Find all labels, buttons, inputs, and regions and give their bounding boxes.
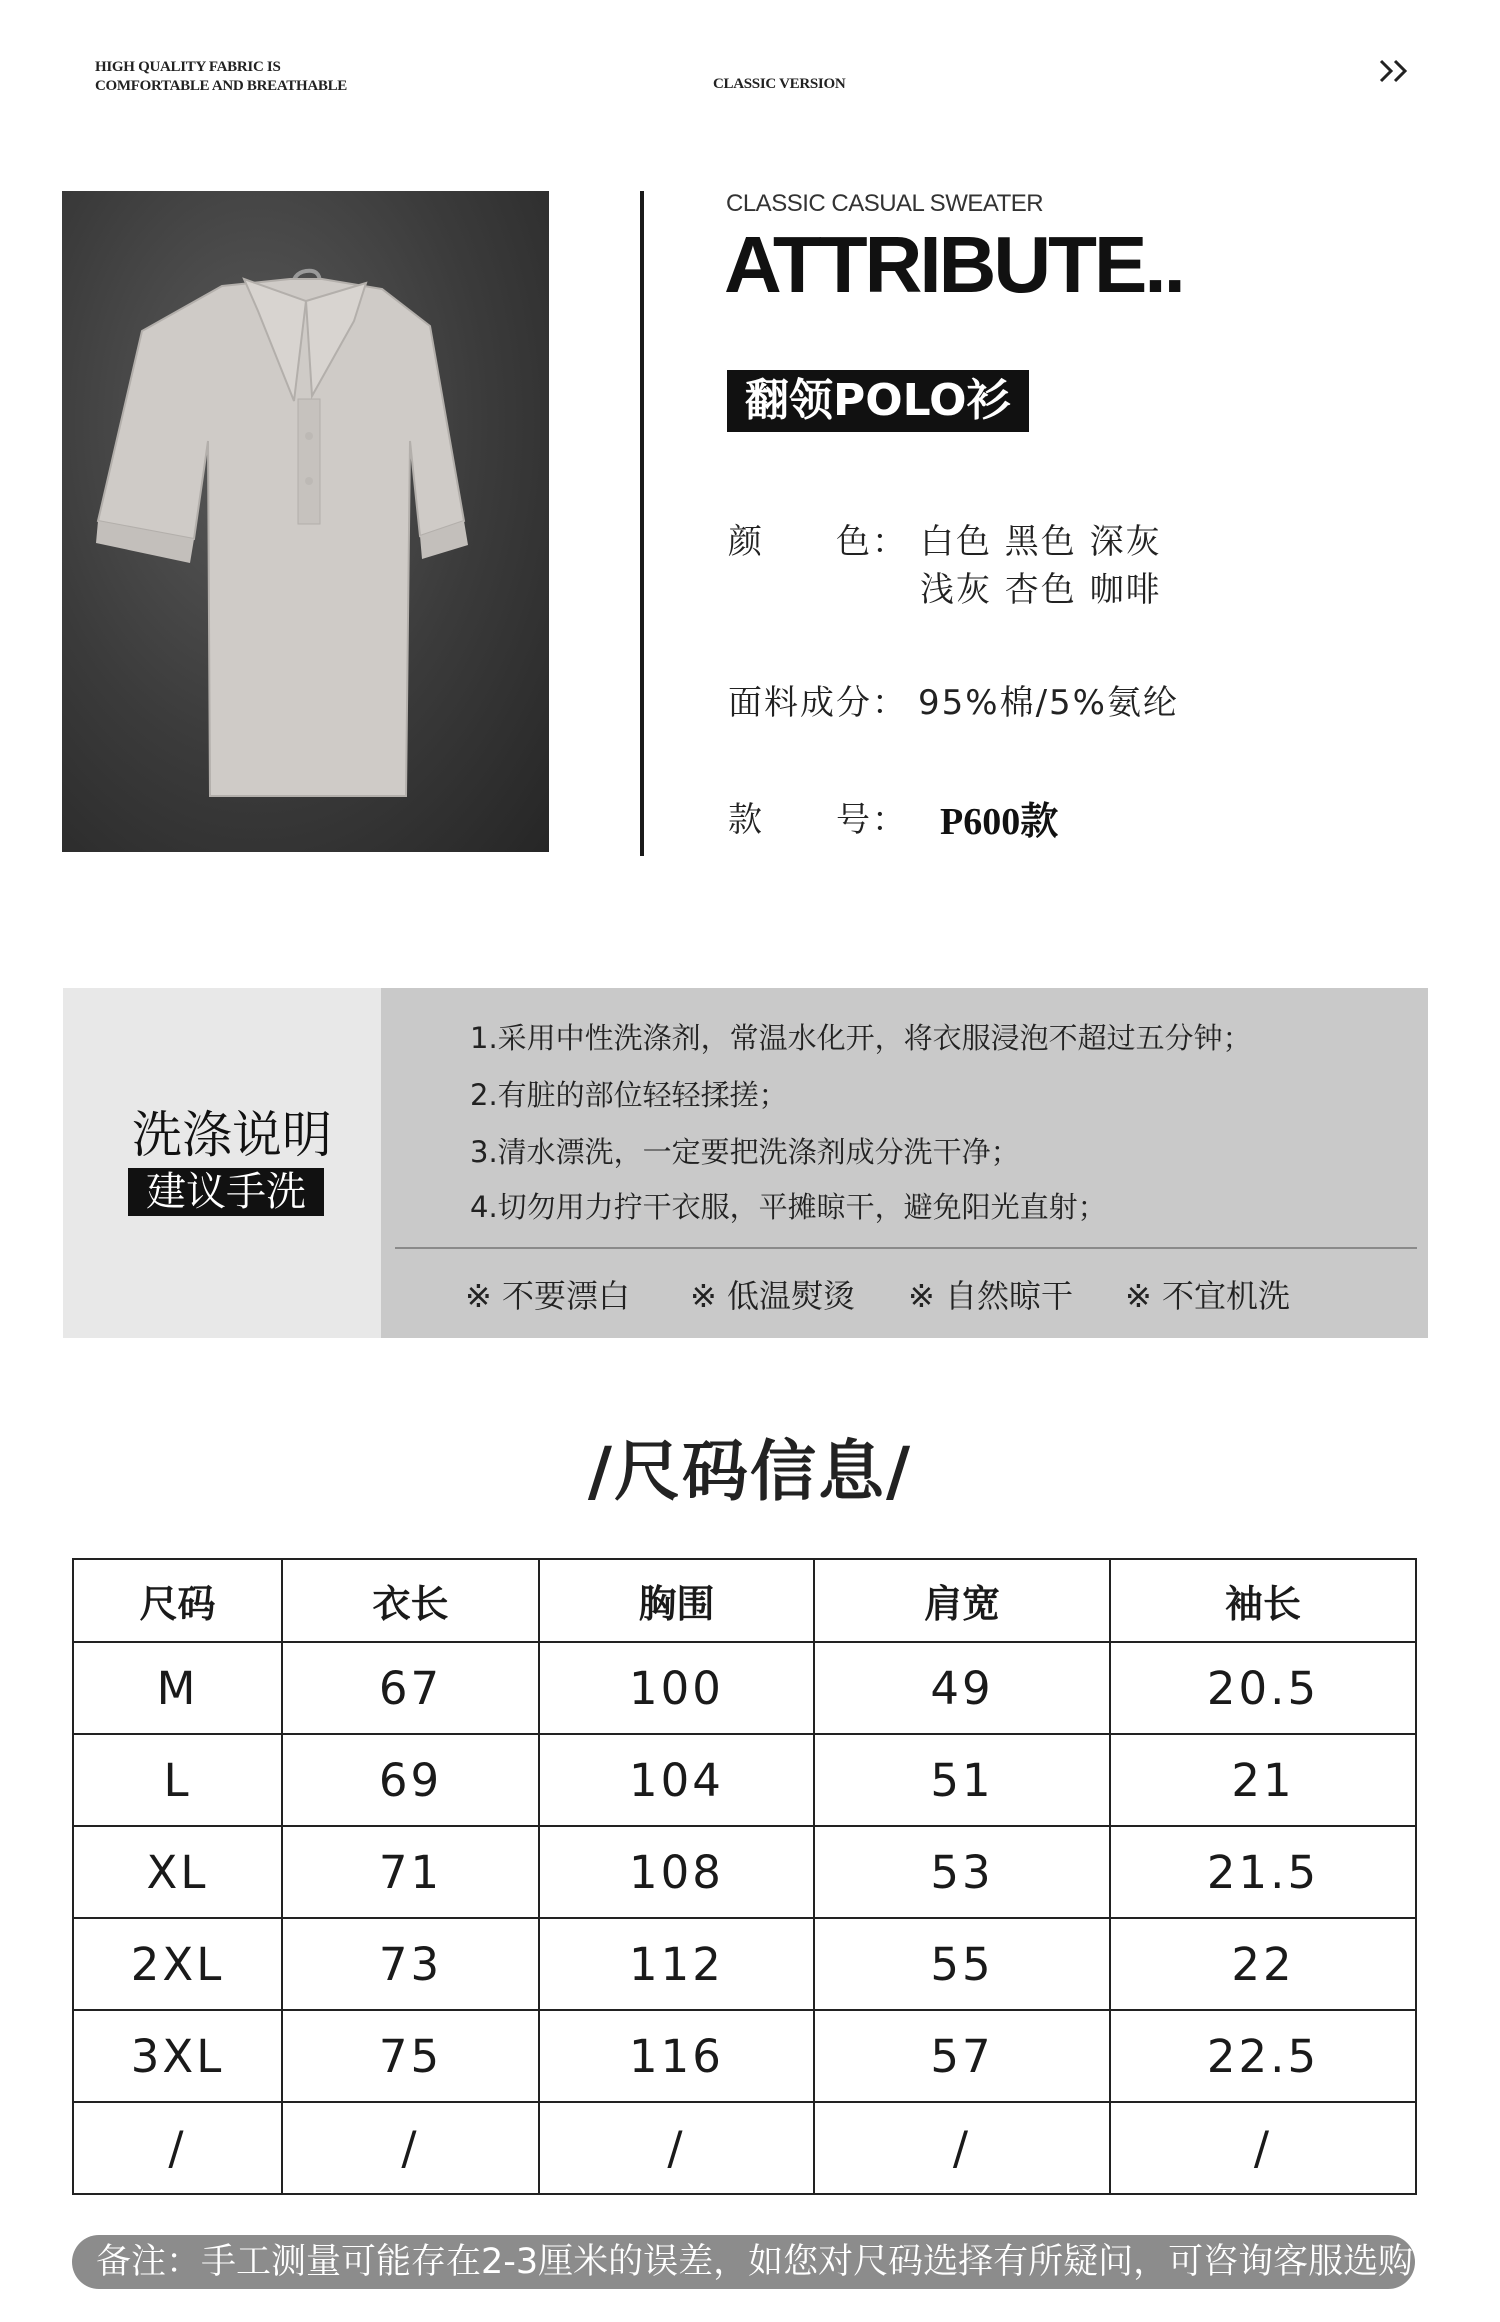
table-cell: /: [282, 2102, 539, 2194]
product-image: [62, 191, 549, 852]
table-cell: M: [73, 1642, 282, 1734]
header-version-label: CLASSIC VERSION: [713, 76, 846, 92]
column-header: 肩宽: [814, 1559, 1110, 1642]
wash-item: 1.采用中性洗涤剂，常温水化开，将衣服浸泡不超过五分钟；: [470, 1021, 1252, 1055]
color-values-line1: 白色 黑色 深灰: [920, 522, 1162, 562]
table-cell: 22: [1110, 1918, 1416, 2010]
table-cell: /: [73, 2102, 282, 2194]
hand-wash-tag: 建议手洗: [128, 1168, 324, 1216]
polo-shirt-illustration: [62, 191, 549, 852]
table-cell: /: [539, 2102, 814, 2194]
attribute-subtitle: CLASSIC CASUAL SWEATER: [726, 190, 1044, 217]
table-cell: L: [73, 1734, 282, 1826]
table-cell: 51: [814, 1734, 1110, 1826]
column-header: 衣长: [282, 1559, 539, 1642]
table-cell: 49: [814, 1642, 1110, 1734]
size-table: [72, 1558, 1417, 2195]
table-row: [73, 1826, 1416, 1918]
table-cell: 104: [539, 1734, 814, 1826]
table-cell: 100: [539, 1642, 814, 1734]
size-section-title: /尺码信息/: [587, 1433, 913, 1510]
header-tagline-line1: HIGH QUALITY FABRIC IS: [95, 59, 281, 75]
table-row: [73, 2010, 1416, 2102]
table-cell: 22.5: [1110, 2010, 1416, 2102]
table-cell: 55: [814, 1918, 1110, 2010]
header-tagline-line2: COMFORTABLE AND BREATHABLE: [95, 78, 347, 94]
table-row: [73, 1918, 1416, 2010]
warning-no-bleach: ※ 不要漂白: [465, 1277, 630, 1315]
table-cell: 69: [282, 1734, 539, 1826]
table-cell: 71: [282, 1826, 539, 1918]
table-cell: XL: [73, 1826, 282, 1918]
model-value: P600款: [940, 801, 1059, 843]
table-cell: 20.5: [1110, 1642, 1416, 1734]
table-cell: 53: [814, 1826, 1110, 1918]
table-cell: 108: [539, 1826, 814, 1918]
fabric-value: 95%棉/5%氨纶: [918, 683, 1179, 723]
table-cell: /: [1110, 2102, 1416, 2194]
table-cell: 75: [282, 2010, 539, 2102]
table-cell: /: [814, 2102, 1110, 2194]
measurement-note: 备注：手工测量可能存在2-3厘米的误差，如您对尺码选择有所疑问，可咨询客服选购: [72, 2235, 1415, 2289]
column-header: 胸围: [539, 1559, 814, 1642]
header-tagline: [95, 58, 347, 96]
wash-item: 4.切勿用力拧干衣服，平摊晾干，避免阳光直射；: [470, 1190, 1107, 1224]
attribute-title: ATTRIBUTE..: [724, 220, 1183, 309]
wash-item: 2.有脏的部位轻轻揉搓；: [470, 1078, 788, 1112]
wash-item: 3.清水漂洗，一定要把洗涤剂成分洗干净；: [470, 1135, 1020, 1169]
warning-air-dry: ※ 自然晾干: [908, 1277, 1073, 1315]
table-cell: 57: [814, 2010, 1110, 2102]
table-header-row: [73, 1559, 1416, 1642]
column-header: 尺码: [73, 1559, 282, 1642]
table-cell: 112: [539, 1918, 814, 2010]
wash-divider: [395, 1247, 1417, 1249]
table-row: [73, 1734, 1416, 1826]
fabric-label: 面料成分：: [728, 683, 908, 723]
table-row: [73, 2102, 1416, 2194]
column-header: 袖长: [1110, 1559, 1416, 1642]
divider-line: [640, 191, 644, 856]
table-cell: 3XL: [73, 2010, 282, 2102]
wash-title: 洗涤说明: [132, 1106, 332, 1164]
table-cell: 21: [1110, 1734, 1416, 1826]
model-label: 款 号：: [728, 800, 908, 840]
color-label: 颜 色：: [728, 522, 908, 562]
table-cell: 67: [282, 1642, 539, 1734]
warning-no-machine-wash: ※ 不宜机洗: [1125, 1277, 1290, 1315]
table-cell: 73: [282, 1918, 539, 2010]
product-type-tag: 翻领POLO衫: [727, 370, 1029, 432]
table-cell: 21.5: [1110, 1826, 1416, 1918]
table-cell: 2XL: [73, 1918, 282, 2010]
warning-low-iron: ※ 低温熨烫: [690, 1277, 855, 1315]
color-values-line2: 浅灰 杏色 咖啡: [920, 570, 1162, 610]
table-row: [73, 1642, 1416, 1734]
table-cell: 116: [539, 2010, 814, 2102]
double-chevron-right-icon[interactable]: [1378, 58, 1412, 84]
